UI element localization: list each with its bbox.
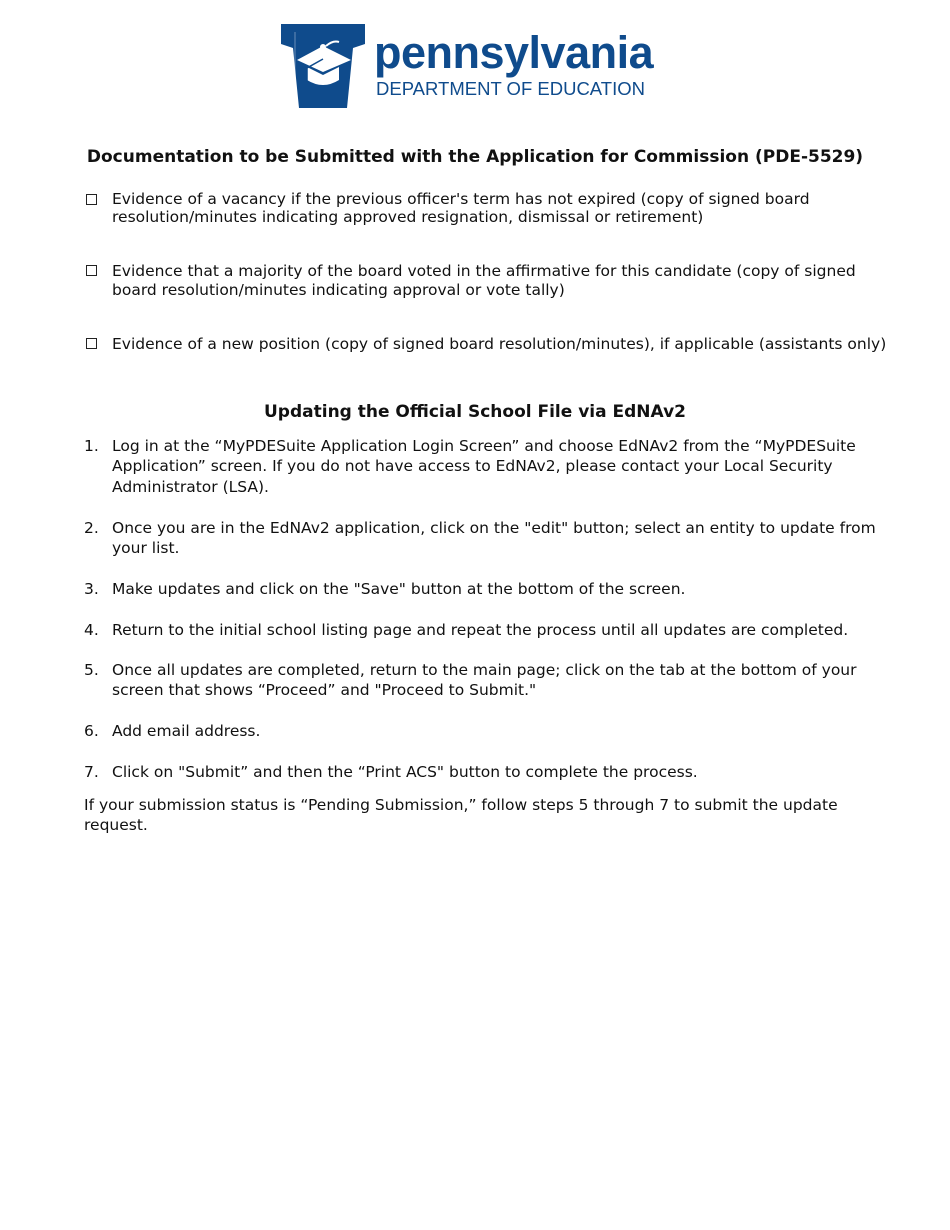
step-number: 5. (84, 661, 99, 679)
step-number: 1. (84, 437, 99, 455)
documentation-heading: Documentation to be Submitted with the Application for Commission (PDE-5529) (86, 147, 864, 167)
step-text: Once you are in the EdNAv2 application, click on the "edit" button; select an entity to update from (112, 519, 876, 537)
documentation-item-text: board resolution/minutes indicating approval or vote tally) (112, 281, 565, 299)
checkbox-icon (86, 338, 97, 349)
step-number: 7. (84, 763, 99, 781)
checkbox-icon (86, 265, 97, 276)
checkbox-icon (86, 194, 97, 205)
step-text: Once all updates are completed, return to the main page; click on the tab at the bottom of your (112, 661, 857, 679)
keystone-graduation-cap-icon (277, 22, 369, 110)
step-number: 6. (84, 722, 99, 740)
submission-note: If your submission status is “Pending Submission,” follow steps 5 through 7 to submit the update (84, 796, 838, 814)
step-text: Add email address. (112, 722, 261, 740)
step-text: your list. (112, 539, 180, 557)
step-text: Log in at the “MyPDESuite Application Login Screen” and choose EdNAv2 from the “MyPDESuite (112, 437, 856, 455)
logo-wordmark: pennsylvania (374, 27, 654, 78)
step-text: Return to the initial school listing page and repeat the process until all updates are completed. (112, 621, 849, 639)
step-text: Administrator (LSA). (112, 478, 269, 496)
documentation-item-text: Evidence of a vacancy if the previous officer's term has not expired (copy of signed board (112, 190, 810, 208)
step-text: Application” screen. If you do not have access to EdNAv2, please contact your Local Security (112, 457, 833, 475)
step-text: Click on "Submit” and then the “Print ACS" button to complete the process. (112, 763, 698, 781)
step-number: 4. (84, 621, 99, 639)
step-number: 2. (84, 519, 99, 537)
documentation-item-text: resolution/minutes indicating approved resignation, dismissal or retirement) (112, 208, 704, 226)
documentation-item-text: Evidence that a majority of the board voted in the affirmative for this candidate (copy of signed (112, 262, 856, 280)
logo-department: DEPARTMENT OF EDUCATION (376, 78, 645, 99)
step-number: 3. (84, 580, 99, 598)
step-text: Make updates and click on the "Save" button at the bottom of the screen. (112, 580, 686, 598)
submission-note: request. (84, 816, 148, 834)
updating-heading: Updating the Official School File via EdNAv2 (264, 402, 686, 422)
step-text: screen that shows “Proceed” and "Proceed to Submit." (112, 681, 537, 699)
pde-logo (277, 22, 654, 110)
documentation-item-text: Evidence of a new position (copy of signed board resolution/minutes), if applicable (assistants only) (112, 335, 887, 353)
